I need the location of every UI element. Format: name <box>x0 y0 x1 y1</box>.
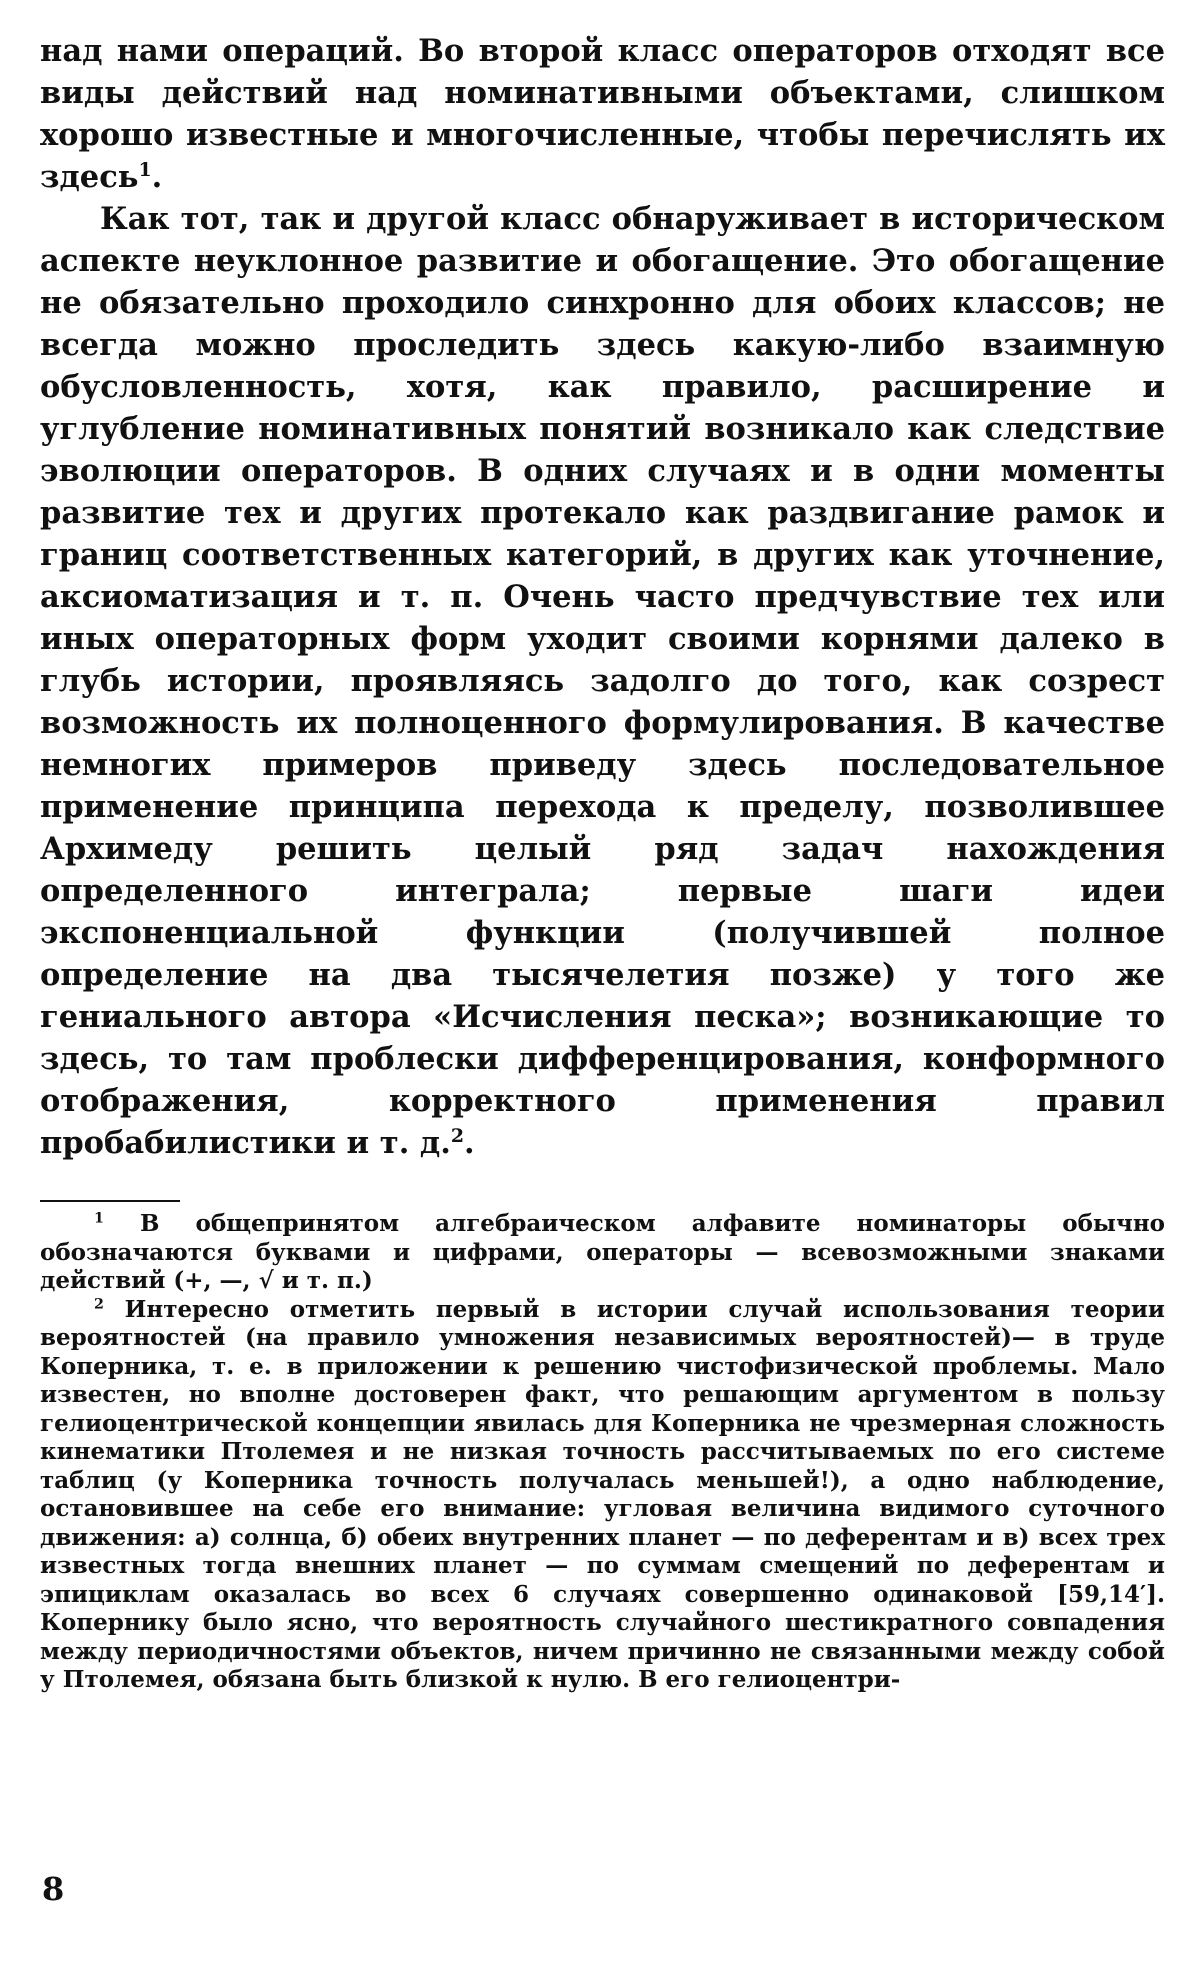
paragraph-1-text-start: над нами операций. Во второй класс <box>40 33 733 69</box>
main-text <box>40 30 1165 1164</box>
footnote-ref-2[interactable]: 2 <box>450 1124 465 1147</box>
footnotes <box>40 1210 1165 1695</box>
paragraph-2-text: Как тот, так и другой класс обнаруживает в историческом аспекте неуклонное развитие и обогащение. Это обогащение не обязательно проходило синхронно для обоих классов; не всегда можно проследить здесь какую-либо взаимную обусловленность, хотя, как правило, расширение и углубление номинативных понятий возникало как следствие эволюции операторов. В одних случаях и в одни моменты развитие тех и других протекало как раздвигание рамок и границ соответственных категорий, в других как уточнение, аксиоматизация и т. п. Очень часто предчувствие тех или иных операторных форм уходит своими корнями далеко в глубь истории, проявляясь задолго до того, как созрест возможность их полноценного формулирования. В качестве немногих примеров приведу здесь последовательное применение принципа перехода к пределу, позволившее Архимеду решить целый ряд задач нахождения определенного интеграла; первые шаги идеи экспоненциальной функции (получившей полное определение на два тысячелетия позже) у того же гениального автора «Исчисления песка»; возникающие то здесь, то там проблески дифференцирования, конформного отображения, корректного применения правил пробабилистики и т. д. <box>40 201 1165 1161</box>
page-content <box>40 30 1165 1695</box>
paragraph-1-text-end: отходят все виды действий над номинативными объектами, слишком хорошо известные и многочисленные, чтобы перечислять их здесь <box>40 33 1165 195</box>
footnote-1 <box>40 1210 1165 1296</box>
footnote-1-marker: 1 <box>94 1210 104 1227</box>
page-number: 8 <box>42 1870 65 1908</box>
footnote-2-text: Интересно отметить первый в истории случай использования теории вероятностей (на правило умножения независимых вероятностей)— в труде Коперника, т. е. в приложении к решению чистофизической проблемы. Мало известен, но вполне достоверен факт, что решающим аргументом в пользу гелиоцентрической концепции явилась для Коперника не чрезмерная сложность кинематики Птолемея и не низкая точность рассчитываемых по его системе таблиц (у Коперника точность получалась меньшей!), а одно наблюдение, остановившее на себе его внимание: угловая величина видимого суточного движения: а) солнца, б) обеих внутренних планет — по деферентам и в) всех трех известных тогда внешних планет — по суммам смещений по деферентам и эпициклам оказалась во всех 6 случаях совершенно одинаковой [59,14′]. Копернику было ясно, что вероятность случайного шестикратного совпадения между периодичностями объектов, ничем причинно не связанными между собой у Птолемея, обязана быть близкой к нулю. В его гелиоцентри- <box>40 1295 1165 1693</box>
paragraph-1-bold-term: операторов <box>732 33 938 69</box>
footnote-divider <box>40 1200 180 1202</box>
paragraph-2 <box>40 198 1165 1164</box>
paragraph-1 <box>40 30 1165 198</box>
paragraph-1-period: . <box>151 159 163 195</box>
footnote-2 <box>40 1296 1165 1695</box>
paragraph-2-period: . <box>464 1125 475 1161</box>
footnote-2-marker: 2 <box>94 1295 104 1312</box>
footnote-1-text: В общепринятом алгебраическом алфавите номинаторы обычно обозначаются буквами и цифрами, операторы — всевозможными знаками действий (+, —, √ и т. п.) <box>40 1210 1165 1294</box>
footnote-ref-1[interactable]: 1 <box>138 158 152 181</box>
